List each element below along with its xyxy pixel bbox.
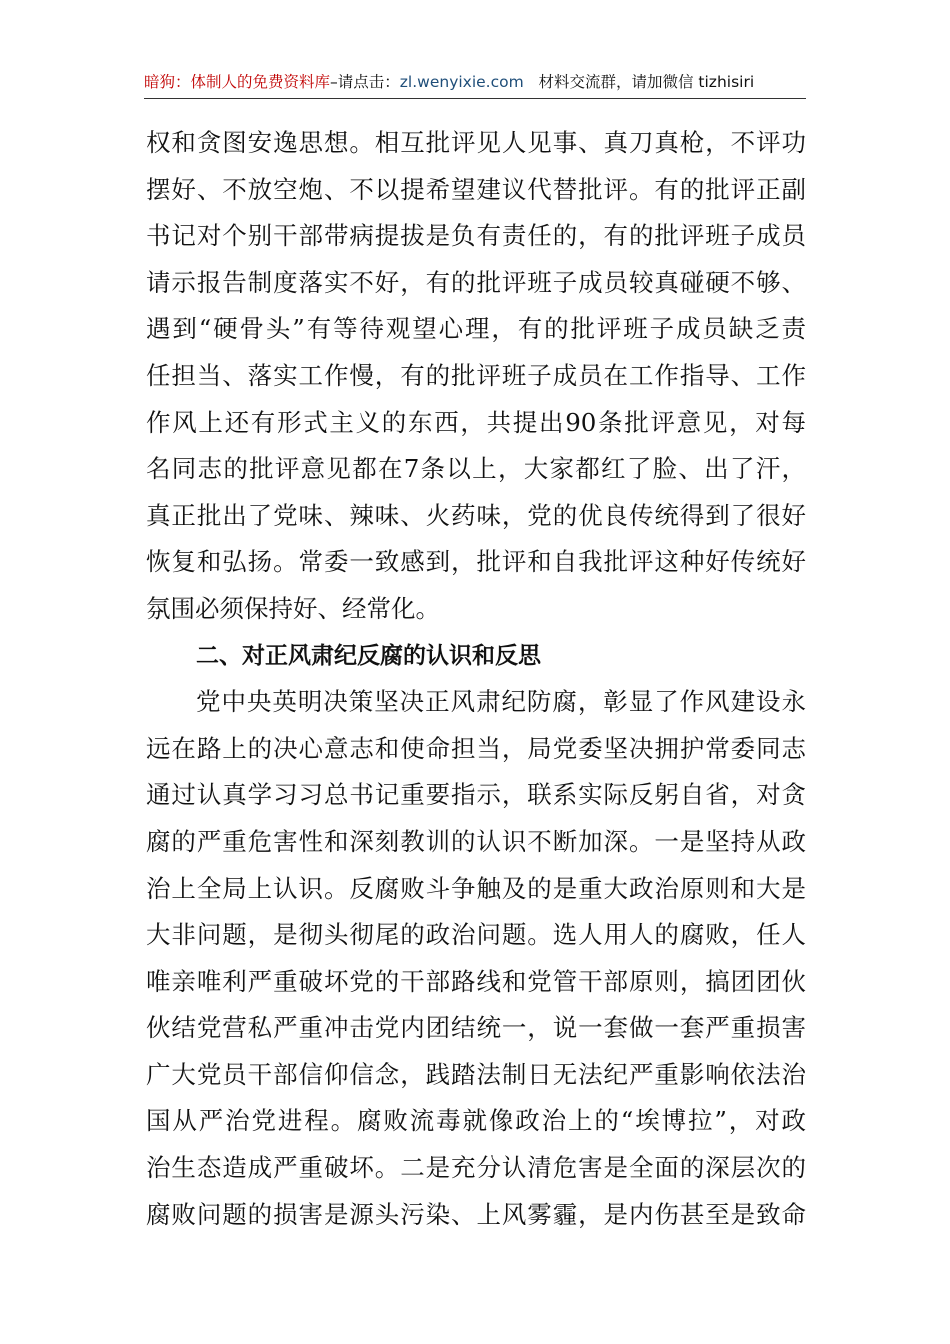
text-line: 腐败问题的损害是源头污染、上风雾霾，是内伤甚至是致命 [146, 1199, 806, 1229]
text-line: 名同志的批评意见都在7条以上，大家都红了脸、出了汗， [146, 454, 806, 484]
text-line: 国从严治党进程。腐败流毒就像政治上的“埃博拉”，对政 [146, 1106, 806, 1136]
text-line: 腐的严重危害性和深刻教训的认识不断加深。一是坚持从政 [146, 826, 806, 856]
text-line: 通过认真学习习总书记重要指示，联系实际反躬自省，对贪 [146, 780, 806, 810]
text-line: 摆好、不放空炮、不以提希望建议代替批评。有的批评正副 [146, 174, 806, 204]
document-body [146, 120, 806, 1238]
text-line: 大非问题，是彻头彻尾的政治问题。选人用人的腐败，任人 [146, 920, 806, 950]
text-line: 书记对个别干部带病提拔是负有责任的，有的批评班子成员 [146, 221, 806, 251]
page-header [144, 68, 806, 96]
text-line: 作风上还有形式主义的东西，共提出90条批评意见，对每 [146, 407, 806, 437]
text-line: 请示报告制度落实不好，有的批评班子成员较真碰硬不够、 [146, 267, 806, 297]
text-line: 广大党员干部信仰信念，践踏法制日无法纪严重影响依法治 [146, 1059, 806, 1089]
text-line: 权和贪图安逸思想。相互批评见人见事、真刀真枪，不评功 [146, 128, 806, 157]
header-url-link[interactable]: zl.wenyixie.com [399, 73, 524, 91]
text-line: 治上全局上认识。反腐败斗争触及的是重大政治原则和大是 [146, 873, 806, 903]
header-brand: 暗狗：体制人的免费资料库 [144, 73, 331, 91]
text-line: 遇到“硬骨头”有等待观望心理，有的批评班子成员缺乏责 [146, 314, 806, 344]
text-line: 伙结党营私严重冲击党内团结统一，说一套做一套严重损害 [146, 1013, 806, 1043]
text-line: 氛围必须保持好、经常化。 [146, 593, 440, 623]
text-line: 治生态造成严重破坏。二是充分认清危害是全面的深层次的 [146, 1153, 806, 1183]
header-prompt: –请点击： [330, 73, 400, 91]
text-line: 远在路上的决心意志和使命担当，局党委坚决拥护常委同志 [146, 733, 806, 763]
header-contact: 材料交流群，请加微信 tizhisiri [538, 73, 755, 91]
text-line: 唯亲唯利严重破坏党的干部路线和党管干部原则，搞团团伙 [146, 966, 806, 996]
header-divider [144, 98, 806, 99]
text-line: 党中央英明决策坚决正风肃纪防腐，彰显了作风建设永 [196, 687, 806, 717]
text-line: 任担当、落实工作慢，有的批评班子成员在工作指导、工作 [146, 360, 806, 390]
text-line: 真正批出了党味、辣味、火药味，党的优良传统得到了很好 [146, 500, 806, 530]
text-line: 恢复和弘扬。常委一致感到，批评和自我批评这种好传统好 [146, 547, 806, 577]
section-heading: 二、对正风肃纪反腐的认识和反思 [196, 642, 541, 669]
